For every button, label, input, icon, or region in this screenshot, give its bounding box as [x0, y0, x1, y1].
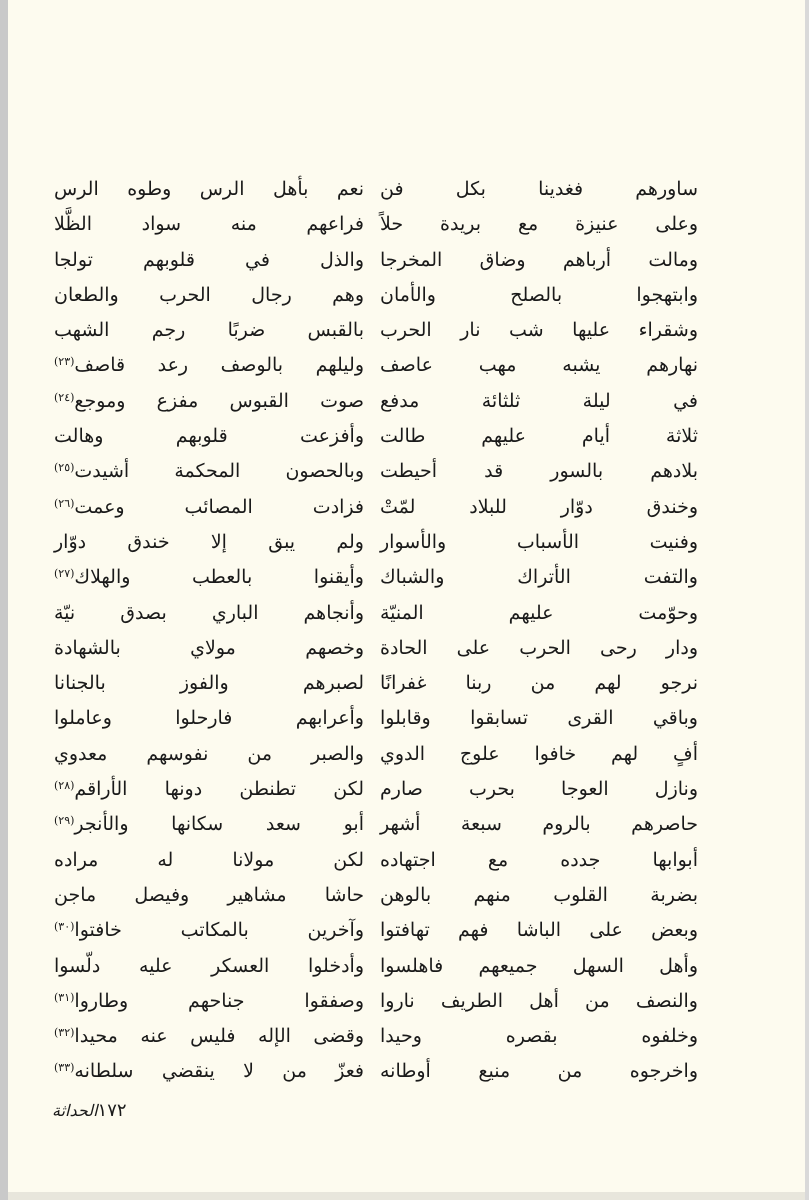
verse-line: والصبر من نفوسهم معدوي [54, 742, 364, 765]
verse-line: نهارهم يشبه مهب عاصف [380, 354, 698, 377]
verse-line: أبو سعد سكانها والأنجر$^{(٢٩)}$ [54, 813, 364, 836]
footnote-ref: (٢٥) [54, 461, 75, 475]
verse-line: وابتهجوا بالصلح والأمان [380, 283, 698, 306]
verse-line: ومالت أرباهم وضاق المخرجا [380, 248, 698, 271]
verse-line: وأعرابهم فارحلوا وعاملوا [54, 707, 364, 730]
verse-line: وآخرين بالمكاتب خافتوا$^{(٣٠)}$ [54, 919, 364, 942]
verse-line: وبالحصون المحكمة أشيدت$^{(٢٥)}$ [54, 460, 364, 483]
verse-line: واخرجوه من منيع أوطانه [380, 1060, 698, 1083]
verse-line: وقضى الإله فليس عنه محيدا$^{(٣٢)}$ [54, 1025, 364, 1048]
verse-line: نعم بأهل الرس وطوه الرس [54, 178, 364, 200]
verse-line: ونازل العوجا بحرب صارم [380, 778, 698, 801]
verse-line: وحوّمت عليهم المنيّة [380, 601, 698, 624]
verse-line: أفٍ لهم خافوا علوج الدوي [380, 742, 698, 765]
footnote-ref: (٢٤) [54, 390, 75, 404]
verse-line: والتفت الأتراك والشباك [380, 566, 698, 589]
verse-line: وباقي القرى تسابقوا وقابلوا [380, 707, 698, 730]
verse-line: وأنجاهم الباري بصدق نيّة [54, 601, 364, 624]
verse-line: وصفقوا جناحهم وطاروا$^{(٣١)}$ [54, 989, 364, 1012]
verse-line: حاصرهم بالروم سبعة أشهر [380, 813, 698, 836]
book-page [8, 0, 805, 1200]
verse-line: وخندق دوّار للبلاد لمّتْ [380, 495, 698, 518]
verse-line: لكن تطنطن دونها الأراقم$^{(٢٨)}$ [54, 778, 364, 801]
verse-line: صوت القبوس مفزع وموجع$^{(٢٤)}$ [54, 389, 364, 412]
verse-line: فراعهم منه سواد الظَّلا [54, 213, 364, 236]
verse-line: وليلهم بالوصف رعد قاصف$^{(٢٣)}$ [54, 354, 364, 377]
footnote-ref: (٢٣) [54, 355, 75, 369]
scan-edge [0, 0, 8, 1200]
verse-line: وفنيت الأسباب والأسوار [380, 530, 698, 553]
verse-line: وأهل السهل جميعهم فاهلسوا [380, 954, 698, 977]
verse-line: لصبرهم والفوز بالجنانا [54, 672, 364, 695]
verse-line: بلادهم بالسور قد أحيطت [380, 460, 698, 483]
verse-line: والذل في قلوبهم تولجا [54, 248, 364, 271]
verse-line: وشقراء عليها شب نار الحرب [380, 319, 698, 342]
verse-line: حاشا مشاهير وفيصل ماجن [54, 883, 364, 906]
footnote-ref: (٢٩) [54, 814, 75, 828]
page-footer [52, 1100, 127, 1121]
verse-line: أبوابها جدده مع اجتهاده [380, 848, 698, 871]
verse-line: بضربة القلوب منهم بالوهن [380, 883, 698, 906]
verse-line: وعلى عنيزة مع بريدة حلاً [380, 213, 698, 236]
page-number: ١٧٢ [97, 1100, 127, 1121]
scan-bottom-strip [8, 1192, 805, 1200]
verse-line: وبعض على الباشا فهم تهافتوا [380, 919, 698, 942]
verse-line: ساورهم فغدينا بكل فن [380, 178, 698, 200]
verse-line: ثلاثة أيام عليهم طالت [380, 425, 698, 448]
verse-line: وأدخلوا العسكر عليه دلّسوا [54, 954, 364, 977]
footnote-ref: (٣٠) [54, 920, 75, 934]
footnote-ref: (٣٣) [54, 1061, 75, 1075]
verse-line: فعزّ من لا ينقضي سلطانه$^{(٣٣)}$ [54, 1060, 364, 1083]
verse-line: لكن مولانا له مراده [54, 848, 364, 871]
verse-line: وأيقنوا بالعطب والهلاك$^{(٢٧)}$ [54, 566, 364, 589]
poem-right-column [380, 172, 698, 1090]
verse-line: والنصف من أهل الطريف ناروا [380, 989, 698, 1012]
footnote-ref: (٢٨) [54, 779, 75, 793]
verse-line: في ليلة ثلثائة مدفع [380, 389, 698, 412]
poem-left-column [52, 172, 364, 1090]
verse-line: وخصهم مولاي بالشهادة [54, 636, 364, 659]
verse-line: فزادت المصائب وعمت$^{(٢٦)}$ [54, 495, 364, 518]
footnote-ref: (٢٦) [54, 496, 75, 510]
verse-line: وخلفوه بقصره وحيدا [380, 1025, 698, 1048]
verse-line: وأفزعت قلوبهم وهالت [54, 425, 364, 448]
magazine-logo: الحداثة [52, 1101, 98, 1120]
verse-line: وهم رجال الحرب والطعان [54, 283, 364, 306]
verse-line: ودار رحى الحرب على الحادة [380, 636, 698, 659]
footnote-ref: (٢٧) [54, 567, 75, 581]
footnote-ref: (٣٢) [54, 1026, 75, 1040]
verse-line: ولم يبق إلا خندق دوّار [54, 530, 364, 553]
footnote-ref: (٣١) [54, 990, 75, 1004]
verse-line: بالقبس ضربًا رجم الشهب [54, 319, 364, 342]
verse-line: نرجو لهم من ربنا غفرانًا [380, 672, 698, 695]
